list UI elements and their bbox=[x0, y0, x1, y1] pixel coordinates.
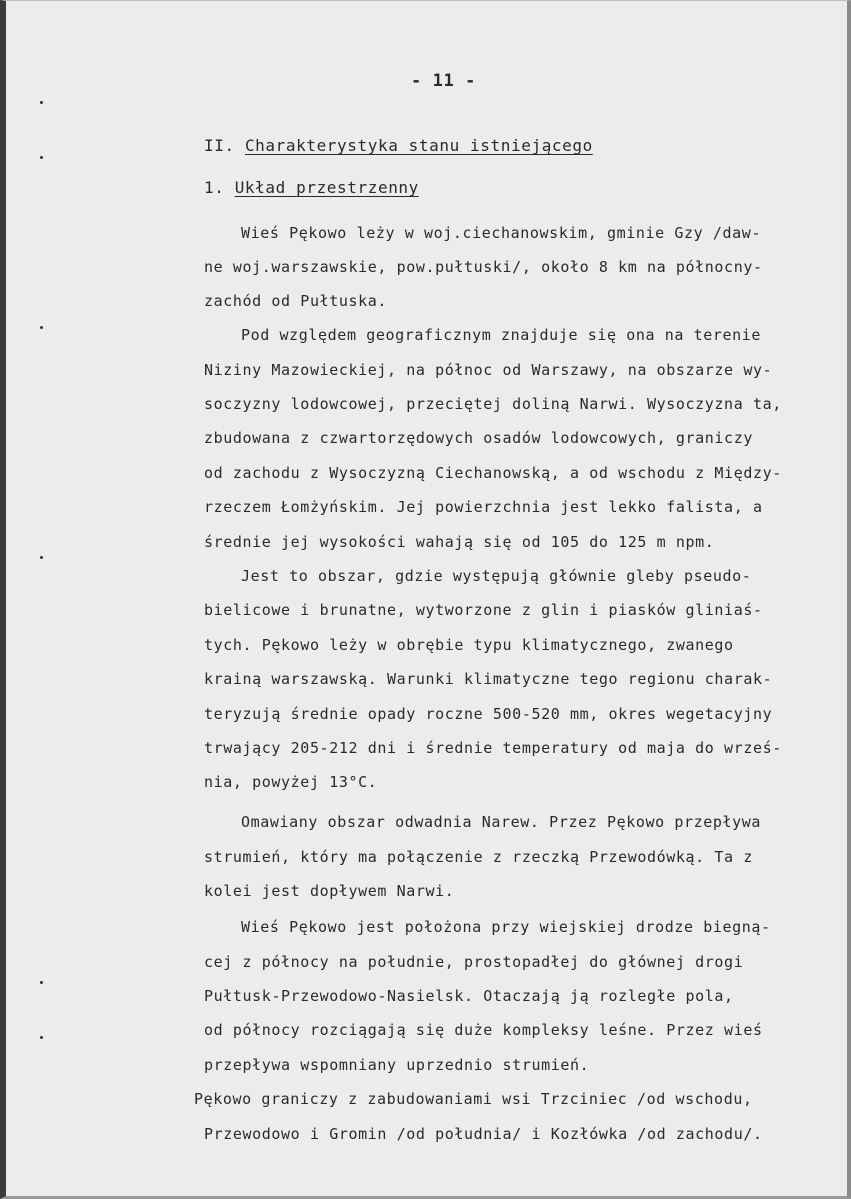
margin-mark bbox=[40, 326, 43, 329]
text-line: soczyzny lodowcowej, przeciętej doliną Narwi. Wysoczyzna ta, bbox=[204, 395, 782, 413]
margin-mark bbox=[40, 156, 43, 159]
text-line: Omawiany obszar odwadnia Narew. Przez Pękowo przepływa bbox=[241, 813, 762, 831]
text-line: od zachodu z Wysoczyzną Ciechanowską, a od wschodu z Między- bbox=[204, 464, 782, 482]
section-heading bbox=[204, 136, 593, 155]
text-line: średnie jej wysokości wahają się od 105 do 125 m npm. bbox=[204, 533, 715, 551]
subsection-title: Układ przestrzenny bbox=[234, 178, 419, 197]
text-line: Niziny Mazowieckiej, na północ od Warszawy, na obszarze wy- bbox=[204, 361, 773, 379]
text-line: Pod względem geograficznym znajduje się ona na terenie bbox=[241, 326, 762, 344]
text-line: strumień, który ma połączenie z rzeczką Przewodówką. Ta z bbox=[204, 848, 753, 866]
text-line: cej z północy na południe, prostopadłej do głównej drogi bbox=[204, 953, 744, 971]
text-line: rzeczem Łomżyńskim. Jej powierzchnia jest lekko falista, a bbox=[204, 498, 763, 516]
margin-mark bbox=[40, 556, 43, 559]
text-line: Pułtusk-Przewodowo-Nasielsk. Otaczają ją rozległe pola, bbox=[204, 987, 734, 1005]
page-number: - 11 - bbox=[411, 71, 477, 91]
text-line: trwający 205-212 dni i średnie temperatury od maja do wrześ- bbox=[204, 739, 782, 757]
text-line: kolei jest dopływem Narwi. bbox=[204, 882, 455, 900]
text-line: krainą warszawską. Warunki klimatyczne tego regionu charak- bbox=[204, 670, 773, 688]
section-number: II. bbox=[204, 136, 235, 155]
text-line: Przewodowo i Gromin /od południa/ i Kozłówka /od zachodu/. bbox=[204, 1125, 763, 1143]
text-line: od północy rozciągają się duże kompleksy leśne. Przez wieś bbox=[204, 1021, 763, 1039]
margin-mark bbox=[40, 1036, 43, 1039]
text-line: przepływa wspomniany uprzednio strumień. bbox=[204, 1056, 590, 1074]
subsection-heading bbox=[204, 178, 419, 197]
text-line: zbudowana z czwartorzędowych osadów lodowcowych, graniczy bbox=[204, 429, 753, 447]
text-line: Wieś Pękowo jest położona przy wiejskiej drodze biegną- bbox=[241, 918, 771, 936]
text-line: bielicowe i brunatne, wytworzone z glin i piasków gliniaś- bbox=[204, 601, 763, 619]
margin-mark bbox=[40, 101, 43, 104]
text-line: zachód od Pułtuska. bbox=[204, 292, 387, 310]
section-title: Charakterystyka stanu istniejącego bbox=[244, 136, 593, 155]
text-line: teryzują średnie opady roczne 500-520 mm, okres wegetacyjny bbox=[204, 705, 773, 723]
text-line: nia, powyżej 13°C. bbox=[204, 773, 378, 791]
text-line: ne woj.warszawskie, pow.pułtuski/, około 8 km na północny- bbox=[204, 258, 763, 276]
margin-mark bbox=[40, 981, 43, 984]
text-line: tych. Pękowo leży w obrębie typu klimatycznego, zwanego bbox=[204, 636, 734, 654]
subsection-number: 1. bbox=[204, 178, 225, 197]
text-line: Jest to obszar, gdzie występują głównie gleby pseudo- bbox=[241, 567, 752, 585]
text-line: Pękowo graniczy z zabudowaniami wsi Trzciniec /od wschodu, bbox=[194, 1090, 753, 1108]
text-line: Wieś Pękowo leży w woj.ciechanowskim, gminie Gzy /daw- bbox=[241, 224, 762, 242]
